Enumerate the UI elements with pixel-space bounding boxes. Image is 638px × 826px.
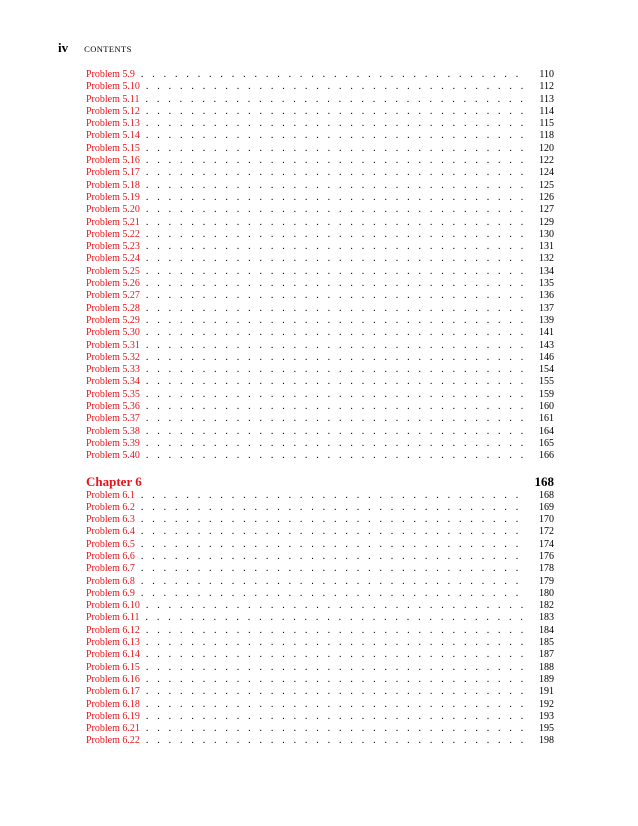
dot-leader (141, 588, 526, 600)
toc-entry-link[interactable]: Problem 5.31 (86, 339, 140, 351)
toc-entry[interactable] (86, 253, 554, 265)
dot-leader (146, 106, 526, 118)
toc-entry-link[interactable]: Problem 5.11 (86, 93, 140, 105)
toc-entry-link[interactable]: Problem 5.9 (86, 69, 135, 80)
toc-entry-page-number: 187 (539, 649, 554, 661)
toc-entry-page-number: 165 (539, 437, 554, 449)
toc-entry-link[interactable]: Problem 5.22 (86, 228, 140, 240)
dot-leader (146, 180, 526, 192)
chapter-page-number: 168 (534, 473, 554, 489)
dot-leader (146, 413, 526, 425)
dot-leader (141, 526, 526, 538)
toc-entry-page-number: 183 (539, 612, 554, 624)
dot-leader (141, 563, 526, 575)
toc-entry-page-number: 118 (539, 130, 554, 142)
toc-entry-link[interactable]: Problem 5.12 (86, 105, 140, 117)
toc-entry-link[interactable]: Problem 5.15 (86, 142, 140, 154)
toc-entry-page-number: 137 (539, 302, 554, 314)
dot-leader (141, 539, 526, 551)
toc-entry[interactable] (86, 180, 554, 192)
toc-entry[interactable] (86, 106, 554, 118)
dot-leader (146, 278, 526, 290)
toc-entry[interactable] (86, 229, 554, 241)
toc-entry[interactable] (86, 143, 554, 155)
toc-entry[interactable] (86, 389, 554, 401)
dot-leader (146, 217, 526, 229)
toc-entry[interactable] (86, 551, 554, 563)
toc-entry-page-number: 174 (539, 538, 554, 550)
toc-entry[interactable] (86, 526, 554, 538)
toc-entry-link[interactable]: Problem 6.3 (86, 514, 135, 526)
toc-entry-page-number: 110 (539, 69, 554, 80)
toc-entry-link[interactable]: Problem 5.16 (86, 155, 140, 167)
toc-entry-page-number: 139 (539, 314, 554, 326)
toc-entry-page-number: 155 (539, 376, 554, 388)
dot-leader (146, 192, 526, 204)
toc-entry-link[interactable]: Problem 5.34 (86, 376, 140, 388)
toc-entry[interactable] (86, 290, 554, 302)
dot-leader (146, 389, 526, 401)
toc-entry-page-number: 164 (539, 425, 554, 437)
dot-leader (146, 229, 526, 241)
toc-entry-link[interactable]: Problem 5.40 (86, 450, 140, 462)
toc-entry-link[interactable]: Problem 5.21 (86, 216, 140, 228)
toc-entry-link[interactable]: Problem 6.11 (86, 612, 140, 624)
dot-leader (146, 143, 526, 155)
toc-entry-link[interactable]: Problem 5.24 (86, 253, 140, 265)
toc-entry[interactable] (86, 192, 554, 204)
toc-entry-page-number: 124 (539, 167, 554, 179)
dot-leader (146, 364, 526, 376)
toc-entry-page-number: 185 (539, 637, 554, 649)
toc-entry-page-number: 180 (539, 587, 554, 599)
toc-entry-page-number: 161 (539, 413, 554, 425)
toc-entry-link[interactable]: Problem 6.14 (86, 649, 140, 661)
toc-entry[interactable] (86, 266, 554, 278)
chapter-title[interactable]: Chapter 6 (86, 473, 142, 489)
toc-entry-link[interactable]: Problem 6.9 (86, 587, 135, 599)
toc-entry[interactable] (86, 94, 554, 106)
toc-entry-page-number: 189 (539, 673, 554, 685)
toc-entry-link[interactable]: Problem 6.21 (86, 723, 140, 735)
toc-entry-link[interactable]: Problem 5.32 (86, 351, 140, 363)
toc-entry-page-number: 193 (539, 710, 554, 722)
toc-entry[interactable] (86, 450, 554, 462)
dot-leader (141, 69, 526, 81)
toc-entry[interactable] (86, 539, 554, 551)
toc-entry-page-number: 160 (539, 401, 554, 413)
toc-entry[interactable] (86, 130, 554, 142)
toc-entry-link[interactable]: Problem 6.2 (86, 501, 135, 513)
toc-entry-link[interactable]: Problem 6.12 (86, 624, 140, 636)
toc-entry-page-number: 122 (539, 155, 554, 167)
toc-entry-page-number: 113 (539, 93, 554, 105)
toc-entry-page-number: 179 (539, 575, 554, 587)
toc-entry-link[interactable]: Problem 5.35 (86, 388, 140, 400)
toc-entry[interactable] (86, 352, 554, 364)
toc-entry[interactable] (86, 376, 554, 388)
toc-entry-page-number: 125 (539, 179, 554, 191)
toc-entry-link[interactable]: Problem 5.30 (86, 327, 140, 339)
toc-entry-link[interactable]: Problem 6.7 (86, 563, 135, 575)
toc-entry-link[interactable]: Problem 5.39 (86, 437, 140, 449)
toc-entry[interactable] (86, 340, 554, 352)
toc-entry-page-number: 136 (539, 290, 554, 302)
toc-entry-link[interactable]: Problem 6.10 (86, 600, 140, 612)
toc-entry-page-number: 134 (539, 265, 554, 277)
toc-entry-link[interactable]: Problem 5.38 (86, 425, 140, 437)
dot-leader (146, 303, 526, 315)
dot-leader (146, 674, 526, 686)
table-of-contents (86, 69, 554, 748)
toc-entry[interactable] (86, 576, 554, 588)
toc-entry[interactable] (86, 514, 554, 526)
dot-leader (146, 637, 526, 649)
toc-entry-link[interactable]: Problem 6.5 (86, 538, 135, 550)
toc-entry-page-number: 126 (539, 191, 554, 203)
toc-entry-page-number: 143 (539, 339, 554, 351)
toc-entry[interactable] (86, 699, 554, 711)
toc-entry-link[interactable]: Problem 5.36 (86, 401, 140, 413)
toc-entry-page-number: 112 (539, 81, 554, 93)
toc-entry-link[interactable]: Problem 5.29 (86, 314, 140, 326)
toc-entry-page-number: 166 (539, 450, 554, 462)
dot-leader (141, 576, 526, 588)
dot-leader (146, 290, 526, 302)
toc-entry-page-number: 114 (539, 105, 554, 117)
toc-entry-link[interactable]: Problem 5.13 (86, 118, 140, 130)
dot-leader (146, 130, 526, 142)
toc-entry[interactable] (86, 315, 554, 327)
toc-entry[interactable] (86, 438, 554, 450)
dot-leader (146, 401, 526, 413)
toc-entry-page-number: 132 (539, 253, 554, 265)
toc-entry-page-number: 178 (539, 563, 554, 575)
chapter-heading[interactable] (86, 474, 554, 490)
dot-leader (146, 253, 526, 265)
toc-entry[interactable] (86, 686, 554, 698)
toc-entry[interactable] (86, 426, 554, 438)
dot-leader (146, 438, 526, 450)
toc-entry[interactable] (86, 674, 554, 686)
dot-leader (146, 450, 526, 462)
toc-entry-link[interactable]: Problem 6.22 (86, 735, 140, 747)
toc-entry-link[interactable]: Problem 6.19 (86, 710, 140, 722)
toc-entry-link[interactable]: Problem 6.16 (86, 673, 140, 685)
toc-entry-link[interactable]: Problem 6.6 (86, 550, 135, 562)
toc-entry-link[interactable]: Problem 5.10 (86, 81, 140, 93)
toc-entry[interactable] (86, 401, 554, 413)
toc-section-chapter-5 (86, 69, 554, 463)
toc-entry[interactable] (86, 490, 554, 502)
toc-entry[interactable] (86, 711, 554, 723)
toc-entry-link[interactable]: Problem 5.20 (86, 204, 140, 216)
toc-entry[interactable] (86, 662, 554, 674)
toc-entry-page-number: 192 (539, 698, 554, 710)
toc-entry[interactable] (86, 69, 554, 81)
page-number: iv (58, 40, 69, 55)
toc-entry-page-number: 169 (539, 501, 554, 513)
toc-entry-page-number: 198 (539, 735, 554, 747)
dot-leader (146, 426, 526, 438)
toc-entry-link[interactable]: Problem 6.17 (86, 686, 140, 698)
toc-entry-link[interactable]: Problem 5.23 (86, 241, 140, 253)
dot-leader (146, 699, 526, 711)
toc-entry[interactable] (86, 118, 554, 130)
dot-leader (146, 600, 526, 612)
toc-entry-page-number: 184 (539, 624, 554, 636)
toc-entry-page-number: 176 (539, 550, 554, 562)
dot-leader (141, 490, 526, 502)
dot-leader (146, 352, 526, 364)
page-header (58, 40, 132, 56)
toc-entry-link[interactable]: Problem 6.4 (86, 526, 135, 538)
toc-entry[interactable] (86, 167, 554, 179)
toc-entry-link[interactable]: Problem 5.26 (86, 278, 140, 290)
toc-entry[interactable] (86, 502, 554, 514)
toc-entry-page-number: 195 (539, 723, 554, 735)
toc-entry[interactable] (86, 327, 554, 339)
toc-entry-link[interactable]: Problem 6.13 (86, 637, 140, 649)
toc-entry[interactable] (86, 612, 554, 624)
toc-entry[interactable] (86, 278, 554, 290)
toc-entry-link[interactable]: Problem 5.19 (86, 191, 140, 203)
dot-leader (146, 327, 526, 339)
toc-entry[interactable] (86, 637, 554, 649)
toc-entry[interactable] (86, 364, 554, 376)
toc-entry-page-number: 170 (539, 514, 554, 526)
toc-entry-page-number: 154 (539, 364, 554, 376)
toc-entry[interactable] (86, 723, 554, 735)
dot-leader (146, 625, 526, 637)
dot-leader (146, 735, 526, 747)
dot-leader (146, 241, 526, 253)
toc-entry-page-number: 141 (539, 327, 554, 339)
dot-leader (146, 81, 526, 93)
toc-entry-page-number: 159 (539, 388, 554, 400)
toc-entry-page-number: 120 (539, 142, 554, 154)
dot-leader (146, 723, 526, 735)
dot-leader (146, 686, 526, 698)
toc-entry-link[interactable]: Problem 5.27 (86, 290, 140, 302)
toc-entry-page-number: 188 (539, 661, 554, 673)
toc-entry-link[interactable]: Problem 6.1 (86, 489, 135, 501)
dot-leader (146, 612, 526, 624)
toc-entry[interactable] (86, 217, 554, 229)
toc-entry-page-number: 146 (539, 351, 554, 363)
dot-leader (146, 204, 526, 216)
toc-entry-link[interactable]: Problem 6.15 (86, 661, 140, 673)
toc-entry-link[interactable]: Problem 5.33 (86, 364, 140, 376)
toc-entry-page-number: 115 (539, 118, 554, 130)
dot-leader (146, 315, 526, 327)
toc-entry-page-number: 182 (539, 600, 554, 612)
dot-leader (146, 662, 526, 674)
dot-leader (146, 266, 526, 278)
dot-leader (141, 514, 526, 526)
toc-section-chapter-6 (86, 490, 554, 748)
toc-entry[interactable] (86, 241, 554, 253)
toc-entry[interactable] (86, 81, 554, 93)
toc-entry-page-number: 127 (539, 204, 554, 216)
toc-entry-link[interactable]: Problem 5.28 (86, 302, 140, 314)
dot-leader (146, 376, 526, 388)
toc-entry-link[interactable]: Problem 6.8 (86, 575, 135, 587)
toc-entry[interactable] (86, 155, 554, 167)
toc-entry-page-number: 135 (539, 278, 554, 290)
dot-leader (146, 649, 526, 661)
toc-entry-link[interactable]: Problem 5.18 (86, 179, 140, 191)
toc-entry[interactable] (86, 303, 554, 315)
toc-entry[interactable] (86, 413, 554, 425)
dot-leader (146, 118, 526, 130)
toc-entry[interactable] (86, 204, 554, 216)
toc-entry[interactable] (86, 625, 554, 637)
toc-entry[interactable] (86, 588, 554, 600)
toc-entry-page-number: 168 (539, 489, 554, 501)
dot-leader (141, 551, 526, 563)
running-title: CONTENTS (84, 44, 132, 54)
toc-entry-link[interactable]: Problem 5.17 (86, 167, 140, 179)
toc-entry[interactable] (86, 649, 554, 661)
toc-entry-page-number: 191 (539, 686, 554, 698)
toc-entry[interactable] (86, 735, 554, 747)
toc-entry[interactable] (86, 563, 554, 575)
dot-leader (146, 167, 526, 179)
dot-leader (141, 502, 526, 514)
toc-entry[interactable] (86, 600, 554, 612)
toc-entry-page-number: 131 (539, 241, 554, 253)
toc-entry-link[interactable]: Problem 5.14 (86, 130, 140, 142)
toc-entry-link[interactable]: Problem 6.18 (86, 698, 140, 710)
toc-entry-link[interactable]: Problem 5.37 (86, 413, 140, 425)
toc-entry-page-number: 129 (539, 216, 554, 228)
dot-leader (146, 340, 526, 352)
toc-entry-link[interactable]: Problem 5.25 (86, 265, 140, 277)
dot-leader (146, 711, 526, 723)
toc-entry-page-number: 172 (539, 526, 554, 538)
dot-leader (146, 155, 526, 167)
toc-entry-page-number: 130 (539, 228, 554, 240)
dot-leader (146, 94, 526, 106)
